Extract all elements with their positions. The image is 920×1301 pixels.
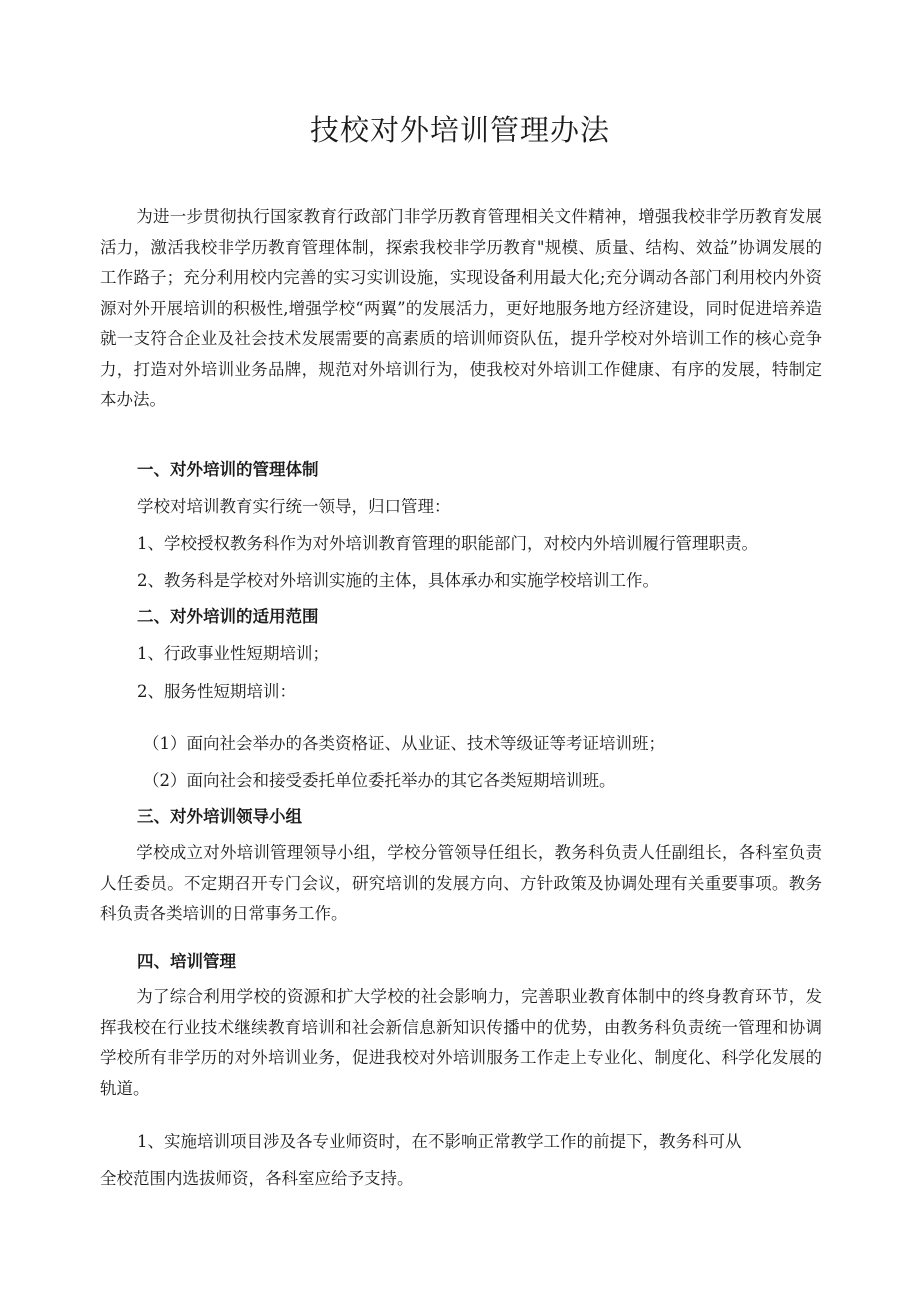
section-3-heading: 三、对外培训领导小组 bbox=[137, 807, 302, 826]
section-1-item-1: 1、学校授权教务科作为对外培训教育管理的职能部门，对校内外培训履行管理职责。 bbox=[137, 534, 758, 553]
section-4-item-1-line-1: 1、实施培训项目涉及各专业师资时，在不影响正常教学工作的前提下，教务科可从 bbox=[137, 1132, 742, 1151]
section-2-item-2: 2、服务性短期培训： bbox=[137, 682, 296, 701]
document-title: 技校对外培训管理办法 bbox=[309, 113, 610, 147]
intro-paragraph: 为进一步贯彻执行国家教育行政部门非学历教育管理相关文件精神，增强我校非学历教育发展活力，激活我校非学历教育管理体制，探索我校非学历教育"规模、质量、结构、效益”协调发展的工作路子；充分利用校内完善的实习实训设施，实现设备利用最大化;充分调动各部门利用校内外资源对外开展培训的积极性,增强学校“两翼”的发展活力，更好地服务地方经济建设，同时促进培养造就一支符合企业及社会技术发展需要的高素质的培训师资队伍，提升学校对外培训工作的核心竞争力，打造对外培训业务品牌，规范对外培训行为，使我校对外培训工作健康、有序的发展，特制定本办法。 bbox=[100, 207, 822, 409]
section-4-body: 为了综合利用学校的资源和扩大学校的社会影响力，完善职业教育体制中的终身教育环节，发挥我校在行业技术继续教育培训和社会新信息新知识传播中的优势，由教务科负责统一管理和协调学校所有非学历的对外培训业务，促进我校对外培训服务工作走上专业化、制度化、科学化发展的轨道。 bbox=[100, 987, 822, 1098]
section-2-sub-2: （2）面向社会和接受委托单位委托举办的其它各类短期培训班。 bbox=[143, 771, 616, 790]
section-2-sub-1: （1）面向社会举办的各类资格证、从业证、技术等级证等考证培训班； bbox=[143, 734, 665, 753]
section-4-heading: 四、培训管理 bbox=[137, 952, 236, 971]
section-2-item-1: 1、行政事业性短期培训； bbox=[137, 644, 329, 663]
section-3-body: 学校成立对外培训管理领导小组，学校分管领导任组长，教务科负责人任副组长，各科室负责人任委员。不定期召开专门会议，研究培训的发展方向、方针政策及协调处理有关重要事项。教务科负责各类培训的日常事务工作。 bbox=[100, 843, 822, 923]
section-1-heading: 一、对外培训的管理体制 bbox=[137, 460, 319, 479]
section-1-item-2: 2、教务科是学校对外培训实施的主体，具体承办和实施学校培训工作。 bbox=[137, 571, 659, 590]
section-4-item-1-line-2: 全校范围内选拔师资，各科室应给予支持。 bbox=[100, 1169, 414, 1188]
section-1-lead: 学校对培训教育实行统一领导，归口管理： bbox=[137, 497, 451, 516]
section-2-heading: 二、对外培训的适用范围 bbox=[137, 607, 319, 626]
